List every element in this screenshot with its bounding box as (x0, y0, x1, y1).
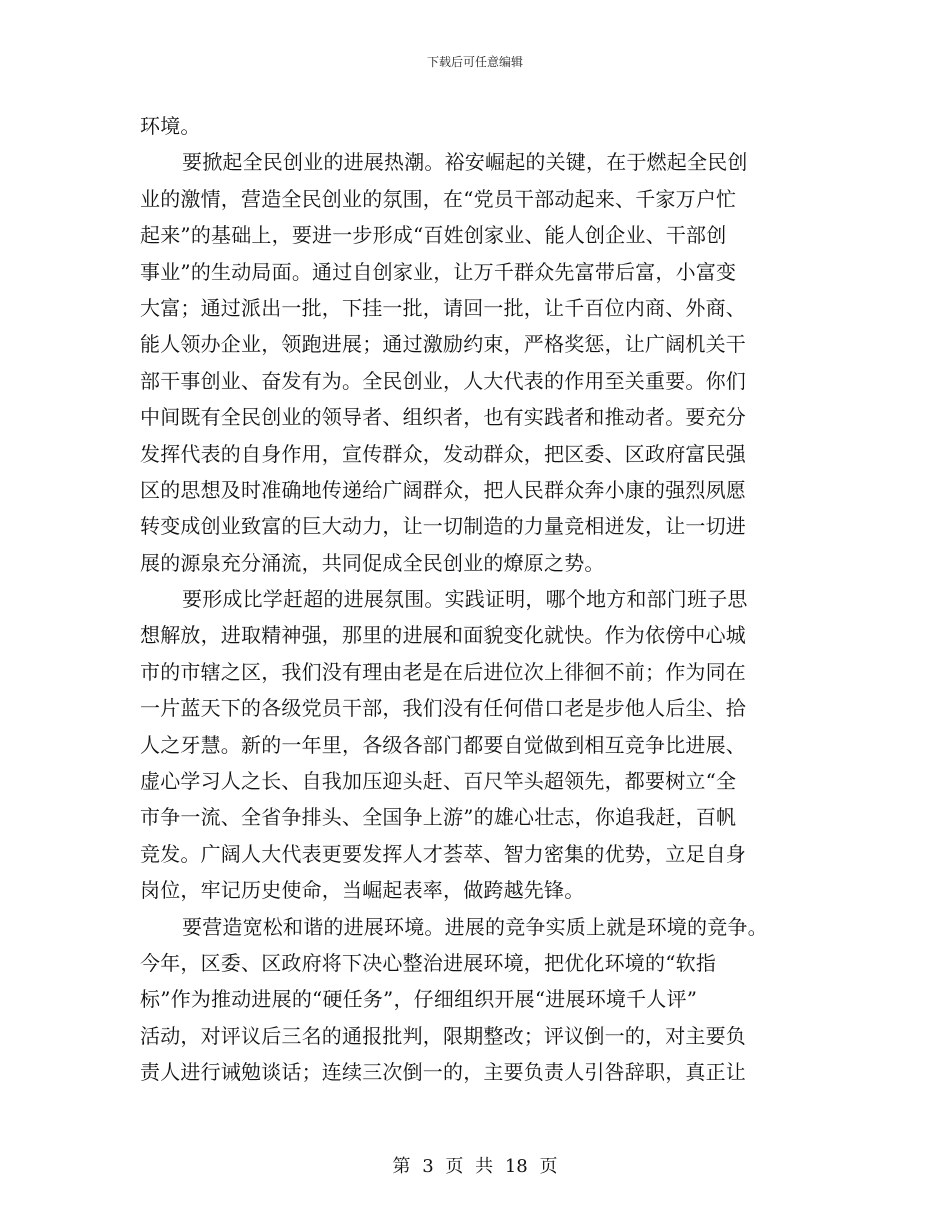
text-line: 事业”的生动局面。通过自创家业，让万千群众先富带后富，小富变 (140, 259, 737, 284)
page-header: 下载后可任意编辑 (426, 55, 523, 69)
text-line: 能人领办企业，领跑进展；通过激励约束，严格奖惩，让广阔机关干 (140, 332, 746, 357)
document-body (140, 108, 812, 1091)
text-line: 区的思想及时准确地传递给广阔群众，把人民群众奔小康的强烈夙愿 (140, 477, 746, 502)
page-footer: 第 3 页 共 18 页 (392, 1156, 558, 1177)
text-line: 要掀起全民创业的进展热潮。裕安崛起的关键，在于燃起全民创 (182, 150, 748, 175)
text-line: 环境。 (140, 114, 201, 138)
text-line: 标”作为推动进展的“硬任务”，仔细组织开展“进展环境千人评” (140, 987, 698, 1012)
text-line: 活动，对评议后三名的通报批判，限期整改；评议倒一的，对主要负 (140, 1023, 746, 1048)
text-line: 起来”的基础上，要进一步形成“百姓创家业、能人创企业、干部创 (140, 223, 727, 248)
text-line: 想解放，进取精神强，那里的进展和面貌变化就快。作为依傍中心城 (140, 623, 746, 648)
text-line: 责人进行诫勉谈话；连续三次倒一的，主要负责人引咎辞职，真正让 (140, 1060, 746, 1085)
text-line: 部干事创业、奋发有为。全民创业，人大代表的作用至关重要。你们 (140, 368, 746, 393)
text-line: 要形成比学赶超的进展氛围。实践证明，哪个地方和部门班子思 (182, 587, 748, 612)
text-line: 转变成创业致富的巨大动力，让一切制造的力量竞相迸发，让一切进 (140, 514, 746, 539)
text-line: 业的激情，营造全民创业的氛围，在“党员干部动起来、千家万户忙 (140, 186, 737, 211)
text-line: 今年，区委、区政府将下决心整治进展环境，把优化环境的“软指 (140, 950, 717, 975)
text-line: 市争一流、全省争排头、全国争上游”的雄心壮志，你追我赶，百帆 (140, 805, 737, 830)
text-line: 发挥代表的自身作用，宣传群众，发动群众，把区委、区政府富民强 (140, 441, 746, 466)
text-line: 人之牙慧。新的一年里，各级各部门都要自觉做到相互竞争比进展、 (140, 732, 746, 757)
text-line: 竞发。广阔人大代表更要发挥人才荟萃、智力密集的优势，立足自身 (140, 841, 746, 866)
text-line: 一片蓝天下的各级党员干部，我们没有任何借口老是步他人后尘、拾 (140, 696, 746, 721)
text-line: 要营造宽松和谐的进展环境。进展的竞争实质上就是环境的竞争。 (182, 914, 768, 939)
text-line: 大富；通过派出一批，下挂一批，请回一批，让千百位内商、外商、 (140, 295, 746, 320)
text-line: 展的源泉充分涌流，共同促成全民创业的燎原之势。 (140, 550, 605, 575)
text-line: 虚心学习人之长、自我加压迎头赶、百尺竿头超领先，都要树立“全 (140, 769, 737, 794)
text-line: 中间既有全民创业的领导者、组织者，也有实践者和推动者。要充分 (140, 405, 746, 430)
text-line: 岗位，牢记历史使命，当崛起表率，做跨越先锋。 (140, 878, 585, 903)
text-line: 市的市辖之区，我们没有理由老是在后进位次上徘徊不前；作为同在 (140, 659, 746, 684)
